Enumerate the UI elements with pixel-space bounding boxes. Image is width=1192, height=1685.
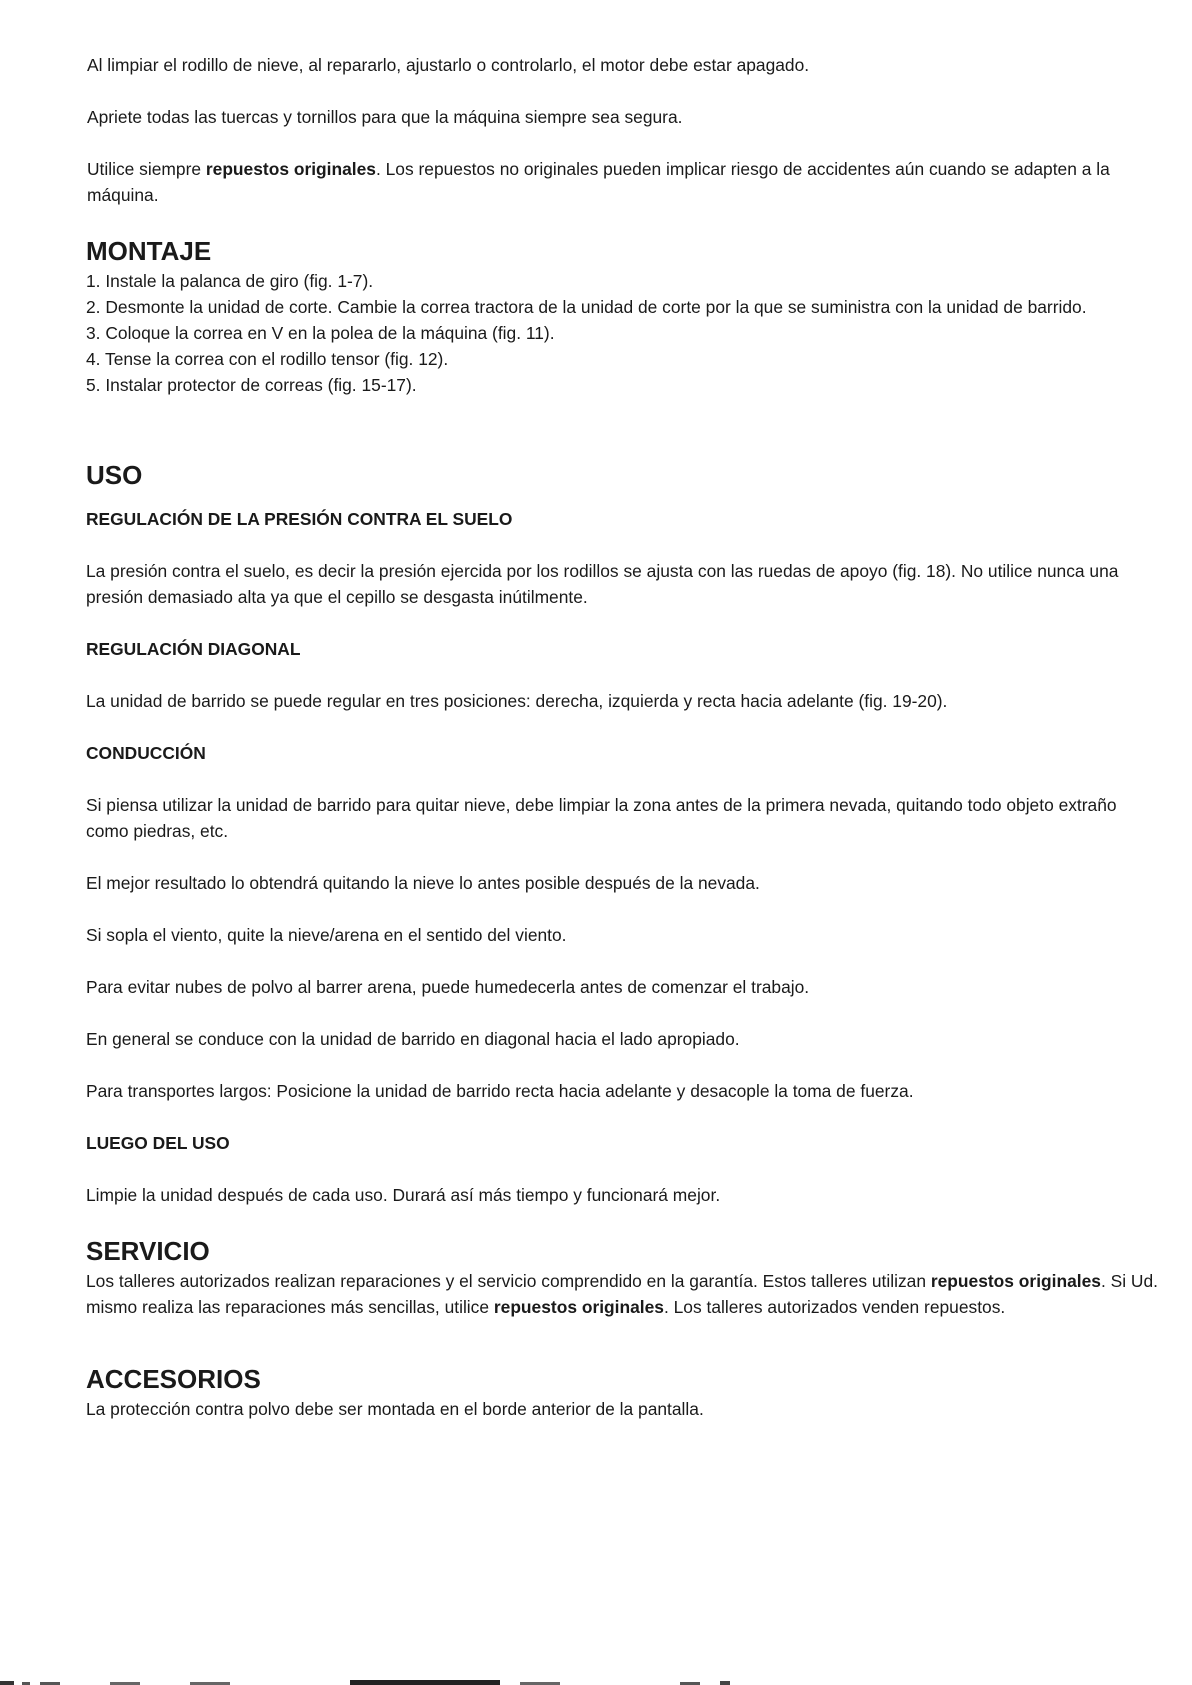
paragraph-conduccion: Para transportes largos: Posicione la unidad de barrido recta hacia adelante y desacople la toma de fuerza. (86, 1081, 914, 1101)
heading-montaje: MONTAJE (86, 236, 212, 266)
paragraph-conduccion: Para evitar nubes de polvo al barrer arena, puede humedecerla antes de comenzar el trabajo. (86, 977, 810, 997)
bold-spare-parts: repuestos originales (493, 1297, 664, 1317)
paragraph-accesorios: La protección contra polvo debe ser montada en el borde anterior de la pantalla. (86, 1399, 704, 1419)
montaje-steps (86, 268, 1161, 398)
paragraph-luego-del-uso: Limpie la unidad después de cada uso. Durará así más tiempo y funcionará mejor. (86, 1185, 721, 1205)
heading-uso: USO (86, 460, 143, 490)
montaje-step: 3. Coloque la correa en V en la polea de la máquina (fig. 11). (86, 323, 555, 343)
subheading-conduccion: CONDUCCIÓN (86, 743, 206, 763)
subheading-diagonal: REGULACIÓN DIAGONAL (86, 639, 301, 659)
intro-paragraph-engine-off: Al limpiar el rodillo de nieve, al repararlo, ajustarlo o controlarlo, el motor debe estar apagado. (87, 55, 810, 75)
bold-spare-parts: repuestos originales (205, 159, 376, 179)
montaje-step: 4. Tense la correa con el rodillo tensor (fig. 12). (86, 349, 449, 369)
heading-accesorios: ACCESORIOS (86, 1364, 261, 1394)
cropped-footer-line (0, 1678, 1192, 1685)
document-page (86, 52, 1161, 1422)
bold-spare-parts: repuestos originales (930, 1271, 1101, 1291)
montaje-step: 1. Instale la palanca de giro (fig. 1-7). (86, 271, 374, 291)
subheading-presion: REGULACIÓN DE LA PRESIÓN CONTRA EL SUELO (86, 509, 513, 529)
paragraph-conduccion: El mejor resultado lo obtendrá quitando la nieve lo antes posible después de la nevada. (86, 873, 760, 893)
paragraph-conduccion: Si sopla el viento, quite la nieve/arena en el sentido del viento. (86, 925, 567, 945)
paragraph-diagonal: La unidad de barrido se puede regular en tres posiciones: derecha, izquierda y recta hacia adelante (fig. 19-20). (86, 691, 948, 711)
paragraph-servicio: Los talleres autorizados realizan reparaciones y el servicio comprendido en la garantía. Estos talleres utilizan repuestos originales. Si Ud. mismo realiza las reparaciones más sencillas, utilice repuestos originales. Los talleres autorizados venden repuestos. (86, 1271, 1158, 1317)
intro-section (87, 52, 1161, 208)
intro-paragraph-tighten: Apriete todas las tuercas y tornillos para que la máquina siempre sea segura. (87, 107, 683, 127)
paragraph-presion: La presión contra el suelo, es decir la presión ejercida por los rodillos se ajusta con las ruedas de apoyo (fig. 18). No utilice nunca una presión demasiado alta ya que el cepillo se desgasta inútilmente. (86, 561, 1119, 607)
paragraph-conduccion: En general se conduce con la unidad de barrido en diagonal hacia el lado apropiado. (86, 1029, 740, 1049)
montaje-step: 5. Instalar protector de correas (fig. 15-17). (86, 375, 417, 395)
intro-paragraph-spare-parts: Utilice siempre repuestos originales. Los repuestos no originales pueden implicar riesgo de accidentes aún cuando se adapten a la máquina. (87, 159, 1110, 205)
heading-servicio: SERVICIO (86, 1236, 210, 1266)
paragraph-conduccion: Si piensa utilizar la unidad de barrido para quitar nieve, debe limpiar la zona antes de la primera nevada, quitando todo objeto extraño como piedras, etc. (86, 795, 1117, 841)
montaje-step: 2. Desmonte la unidad de corte. Cambie la correa tractora de la unidad de corte por la que se suministra con la unidad de barrido. (86, 297, 1087, 317)
subheading-luego-del-uso: LUEGO DEL USO (86, 1133, 230, 1153)
